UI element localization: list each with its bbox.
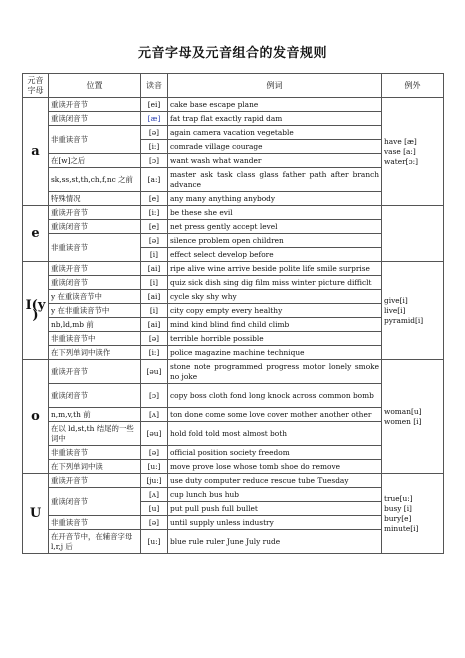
- table-row: [23, 346, 444, 360]
- ipa-cell: [i:]: [141, 206, 168, 220]
- examples-cell: put pull push full bullet: [168, 502, 382, 516]
- position-cell: 重读开音节: [49, 98, 141, 112]
- header-letter: 元音 字母: [23, 74, 49, 98]
- examples-cell: mind kind blind find child climb: [168, 318, 382, 332]
- table-row: [23, 206, 444, 220]
- header-row: [23, 74, 444, 98]
- table-row: [23, 154, 444, 168]
- table-row: [23, 290, 444, 304]
- table-row: [23, 234, 444, 248]
- table-row: [23, 408, 444, 422]
- ipa-cell: [u:]: [141, 460, 168, 474]
- table-row: [23, 332, 444, 346]
- ipa-cell: [e]: [141, 192, 168, 206]
- examples-cell: be these she evil: [168, 206, 382, 220]
- position-cell: n,m,v,th 前: [49, 408, 141, 422]
- exception-item: vase [a:]: [384, 146, 416, 156]
- position-cell: 重读开音节: [49, 360, 141, 384]
- table-row: [23, 220, 444, 234]
- examples-cell: want wash what wander: [168, 154, 382, 168]
- position-cell: 非重读音节: [49, 234, 141, 262]
- table-row: [23, 446, 444, 460]
- exceptions-cell: [382, 206, 444, 262]
- ipa-cell: [æ]: [141, 112, 168, 126]
- position-cell: 非重读音节: [49, 446, 141, 460]
- exception-item: women [i]: [384, 416, 422, 426]
- ipa-cell: [ʌ]: [141, 488, 168, 502]
- table-row: [23, 488, 444, 502]
- exception-item: true[u:]: [384, 493, 413, 503]
- examples-cell: master ask task class glass father path after branch advance: [168, 168, 382, 192]
- ipa-cell: [ʌ]: [141, 408, 168, 422]
- examples-cell: cycle sky shy why: [168, 290, 382, 304]
- rules-body: [23, 98, 444, 554]
- position-cell: 在开音节中，在辅音字母 l,r,j 后: [49, 530, 141, 554]
- ipa-cell: [ai]: [141, 318, 168, 332]
- table-row: [23, 276, 444, 290]
- pronunciation-rules-table: [22, 73, 444, 554]
- header-position: 位置: [49, 74, 141, 98]
- ipa-cell: [ɔ]: [141, 154, 168, 168]
- position-cell: 重读开音节: [49, 474, 141, 488]
- examples-cell: cake base escape plane: [168, 98, 382, 112]
- table-row: [23, 384, 444, 408]
- ipa-cell: [u:]: [141, 530, 168, 554]
- position-cell: 重读闭音节: [49, 488, 141, 516]
- ipa-cell: [ə]: [141, 234, 168, 248]
- vowel-letter: e: [23, 206, 49, 262]
- examples-cell: terrible horrible possible: [168, 332, 382, 346]
- examples-cell: hold fold told most almost both: [168, 422, 382, 446]
- exception-item: woman[u]: [384, 406, 422, 416]
- examples-cell: official position society freedom: [168, 446, 382, 460]
- ipa-cell: [u]: [141, 502, 168, 516]
- examples-cell: net press gently accept level: [168, 220, 382, 234]
- vowel-letter: o: [23, 360, 49, 474]
- table-row: [23, 192, 444, 206]
- header-ipa: 读音: [141, 74, 168, 98]
- table-row: [23, 422, 444, 446]
- examples-cell: cup lunch bus hub: [168, 488, 382, 502]
- header-examples: 例词: [168, 74, 382, 98]
- examples-cell: ton done come some love cover mother another other: [168, 408, 382, 422]
- table-row: [23, 360, 444, 384]
- examples-cell: ripe alive wine arrive beside polite life smile surprise: [168, 262, 382, 276]
- examples-cell: until supply unless industry: [168, 516, 382, 530]
- position-cell: y 在非重读音节中: [49, 304, 141, 318]
- exceptions-cell: [382, 98, 444, 206]
- examples-cell: again camera vacation vegetable: [168, 126, 382, 140]
- vowel-letter: a: [23, 98, 49, 206]
- examples-cell: move prove lose whose tomb shoe do remove: [168, 460, 382, 474]
- ipa-cell: [i]: [141, 248, 168, 262]
- ipa-cell: [ju:]: [141, 474, 168, 488]
- ipa-cell: [əu]: [141, 360, 168, 384]
- exceptions-cell: [382, 262, 444, 360]
- table-row: [23, 98, 444, 112]
- ipa-cell: [i:]: [141, 140, 168, 154]
- position-cell: 在[w]之后: [49, 154, 141, 168]
- ipa-cell: [i:]: [141, 346, 168, 360]
- ipa-cell: [a:]: [141, 168, 168, 192]
- exception-item: have [æ]: [384, 136, 417, 146]
- examples-cell: silence problem open children: [168, 234, 382, 248]
- ipa-cell: [ai]: [141, 262, 168, 276]
- position-cell: 特殊情况: [49, 192, 141, 206]
- table-row: [23, 262, 444, 276]
- examples-cell: use duty computer reduce rescue tube Tuesday: [168, 474, 382, 488]
- position-cell: 非重读音节: [49, 516, 141, 530]
- position-cell: 重读闭音节: [49, 384, 141, 408]
- examples-cell: comrade village courage: [168, 140, 382, 154]
- position-cell: 重读闭音节: [49, 276, 141, 290]
- exception-item: busy [i]: [384, 503, 412, 513]
- exceptions-cell: [382, 360, 444, 474]
- examples-cell: blue rule ruler June July rude: [168, 530, 382, 554]
- position-cell: 重读开音节: [49, 262, 141, 276]
- table-row: [23, 474, 444, 488]
- table-row: [23, 460, 444, 474]
- position-cell: nb,ld,mb 前: [49, 318, 141, 332]
- exceptions-cell: [382, 474, 444, 554]
- examples-cell: quiz sick dish sing dig film miss winter picture difficlt: [168, 276, 382, 290]
- table-row: [23, 112, 444, 126]
- page-title: 元音字母及元音组合的发音规则: [137, 46, 327, 61]
- examples-cell: effect select develop before: [168, 248, 382, 262]
- table-row: [23, 168, 444, 192]
- vowel-letter: U: [23, 474, 49, 554]
- exception-item: bury[e]: [384, 513, 412, 523]
- examples-cell: fat trap flat exactly rapid dam: [168, 112, 382, 126]
- ipa-cell: [ə]: [141, 446, 168, 460]
- exception-item: pyramid[i]: [384, 315, 424, 325]
- position-cell: 非重读音节中: [49, 332, 141, 346]
- ipa-cell: [ɔ]: [141, 384, 168, 408]
- examples-cell: police magazine machine technique: [168, 346, 382, 360]
- exception-item: minute[i]: [384, 523, 419, 533]
- position-cell: 重读闭音节: [49, 112, 141, 126]
- examples-cell: stone note programmed progress motor lonely smoke no joke: [168, 360, 382, 384]
- position-cell: 非重读音节: [49, 126, 141, 154]
- table-row: [23, 530, 444, 554]
- position-cell: sk,ss,st,th,ch,f,nc 之前: [49, 168, 141, 192]
- position-cell: y 在重读音节中: [49, 290, 141, 304]
- vowel-letter: I(y): [23, 262, 49, 360]
- position-cell: 在下列单词中读: [49, 460, 141, 474]
- examples-cell: city copy empty every healthy: [168, 304, 382, 318]
- ipa-cell: [əu]: [141, 422, 168, 446]
- examples-cell: any many anything anybody: [168, 192, 382, 206]
- exception-item: live[i]: [384, 305, 406, 315]
- ipa-cell: [ai]: [141, 290, 168, 304]
- ipa-cell: [ə]: [141, 332, 168, 346]
- position-cell: 重读开音节: [49, 206, 141, 220]
- table-row: [23, 318, 444, 332]
- position-cell: 在下列单词中读作: [49, 346, 141, 360]
- exception-item: give[i]: [384, 295, 408, 305]
- table-row: [23, 126, 444, 140]
- table-row: [23, 304, 444, 318]
- header-exceptions: 例外: [382, 74, 444, 98]
- ipa-cell: [ə]: [141, 126, 168, 140]
- ipa-cell: [i]: [141, 276, 168, 290]
- ipa-cell: [i]: [141, 304, 168, 318]
- ipa-cell: [e]: [141, 220, 168, 234]
- position-cell: 重读闭音节: [49, 220, 141, 234]
- table-row: [23, 516, 444, 530]
- position-cell: 在以 ld,st,th 结尾的一些词中: [49, 422, 141, 446]
- ipa-cell: [ei]: [141, 98, 168, 112]
- examples-cell: copy boss cloth fond long knock across common bomb: [168, 384, 382, 408]
- ipa-cell: [ə]: [141, 516, 168, 530]
- exception-item: water[ɔ:]: [384, 156, 419, 166]
